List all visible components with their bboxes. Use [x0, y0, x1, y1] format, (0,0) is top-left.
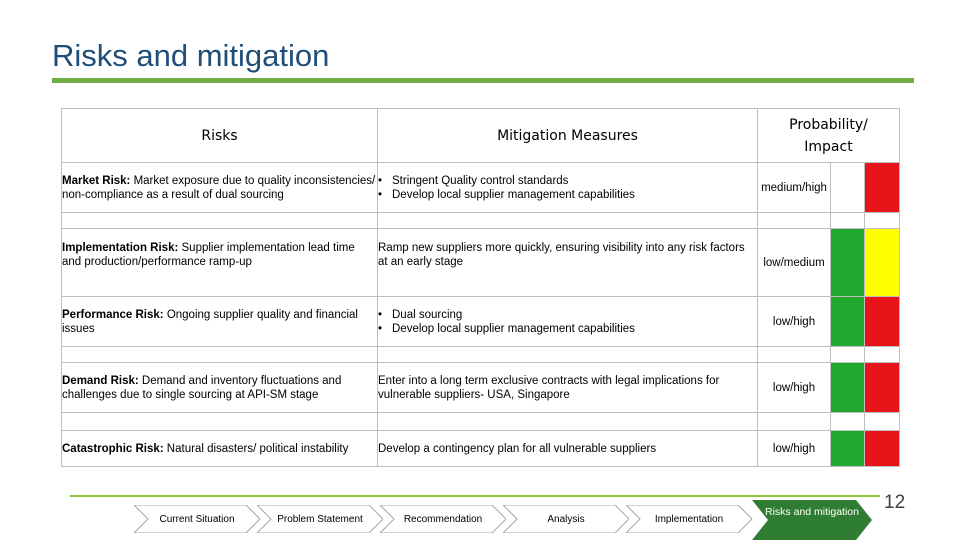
spacer-cell — [865, 413, 900, 431]
header-probability — [758, 109, 900, 163]
risk-cell — [62, 431, 378, 467]
nav-step-label: Current Situation — [159, 513, 235, 525]
spacer-cell — [865, 347, 900, 363]
nav-step-label: Problem Statement — [277, 513, 363, 525]
probability-cell: low/medium — [758, 229, 831, 297]
risk-label: Catastrophic Risk: — [62, 442, 164, 455]
table-header-row — [62, 109, 900, 163]
table-row — [62, 297, 900, 347]
table-row-spacer — [62, 413, 900, 431]
table-row — [62, 431, 900, 467]
mitigation-cell — [378, 297, 758, 347]
table-row-spacer — [62, 213, 900, 229]
risk-label: Demand Risk: — [62, 374, 139, 387]
mitigation-bullet: • Develop local supplier management capabilities — [378, 322, 757, 336]
page-number: 12 — [884, 492, 906, 513]
table-row — [62, 363, 900, 413]
mitigation-cell: Develop a contingency plan for all vulnerable suppliers — [378, 431, 758, 467]
header-probability-line2: Impact — [804, 138, 853, 155]
mitigation-cell: Enter into a long term exclusive contracts with legal implications for vulnerable suppliers- USA, Singapore — [378, 363, 758, 413]
rating-cell-green — [831, 431, 865, 467]
risk-cell — [62, 229, 378, 297]
probability-cell: low/high — [758, 297, 831, 347]
mitigation-cell — [378, 163, 758, 213]
spacer-cell — [831, 413, 865, 431]
risk-label: Implementation Risk: — [62, 242, 179, 254]
spacer-cell — [378, 213, 758, 229]
mitigation-cell: Ramp new suppliers more quickly, ensuring visibility into any risk factors at an early stage — [378, 229, 758, 297]
spacer-cell — [758, 413, 831, 431]
rating-cell-empty — [831, 163, 865, 213]
spacer-cell — [831, 347, 865, 363]
nav-step-label-active: Risks and mitigation — [765, 506, 859, 518]
mitigation-bullet: • Stringent Quality control standards — [378, 174, 757, 188]
rating-cell-red — [865, 363, 900, 413]
risk-description: Market exposure due to quality inconsistencies/ non-compliance as a result of dual sourcing — [62, 174, 376, 201]
rating-cell-green — [831, 297, 865, 347]
rating-cell-green — [831, 229, 865, 297]
nav-step-analysis[interactable] — [503, 505, 629, 533]
table-row-spacer — [62, 347, 900, 363]
nav-step-implementation[interactable] — [626, 505, 752, 533]
risk-description: Ongoing supplier quality and financial issues — [62, 308, 358, 335]
spacer-cell — [62, 347, 378, 363]
risk-cell — [62, 363, 378, 413]
nav-step-current-situation[interactable] — [134, 505, 260, 533]
rating-cell-red — [865, 297, 900, 347]
spacer-cell — [758, 347, 831, 363]
probability-cell: low/high — [758, 363, 831, 413]
header-risks: Risks — [62, 109, 378, 163]
nav-step-label: Recommendation — [403, 513, 483, 525]
table-row — [62, 163, 900, 213]
probability-cell: medium/high — [758, 163, 831, 213]
rating-cell-yellow — [865, 229, 900, 297]
rating-cell-red — [865, 163, 900, 213]
risk-label: Performance Risk: — [62, 308, 164, 321]
nav-divider — [70, 495, 880, 497]
spacer-cell — [831, 213, 865, 229]
risk-description: Demand and inventory fluctuations and challenges due to single sourcing at API-SM stage — [62, 374, 342, 401]
header-mitigation: Mitigation Measures — [378, 109, 758, 163]
spacer-cell — [865, 213, 900, 229]
mitigation-bullet: • Dual sourcing — [378, 308, 757, 322]
mitigation-bullet: • Develop local supplier management capabilities — [378, 188, 757, 202]
table-row — [62, 229, 900, 297]
nav-step-problem-statement[interactable] — [257, 505, 383, 533]
nav-step-label: Analysis — [547, 513, 585, 525]
spacer-cell — [62, 213, 378, 229]
spacer-cell — [62, 413, 378, 431]
risk-table — [61, 108, 900, 467]
risk-description: Natural disasters/ political instability — [163, 442, 349, 455]
page-title: Risks and mitigation — [52, 38, 330, 73]
risk-cell — [62, 297, 378, 347]
header-probability-line1: Probability/ — [789, 116, 868, 133]
title-underline — [52, 78, 914, 83]
rating-cell-green — [831, 363, 865, 413]
nav-step-recommendation[interactable] — [380, 505, 506, 533]
spacer-cell — [378, 413, 758, 431]
probability-cell: low/high — [758, 431, 831, 467]
nav-step-risks-and-mitigation[interactable] — [752, 500, 872, 540]
spacer-cell — [758, 213, 831, 229]
risk-cell — [62, 163, 378, 213]
risk-description: Supplier implementation lead time and production/performance ramp-up — [62, 242, 355, 268]
risk-label: Market Risk: — [62, 174, 131, 187]
rating-cell-red — [865, 431, 900, 467]
nav-step-label: Implementation — [654, 513, 724, 525]
spacer-cell — [378, 347, 758, 363]
